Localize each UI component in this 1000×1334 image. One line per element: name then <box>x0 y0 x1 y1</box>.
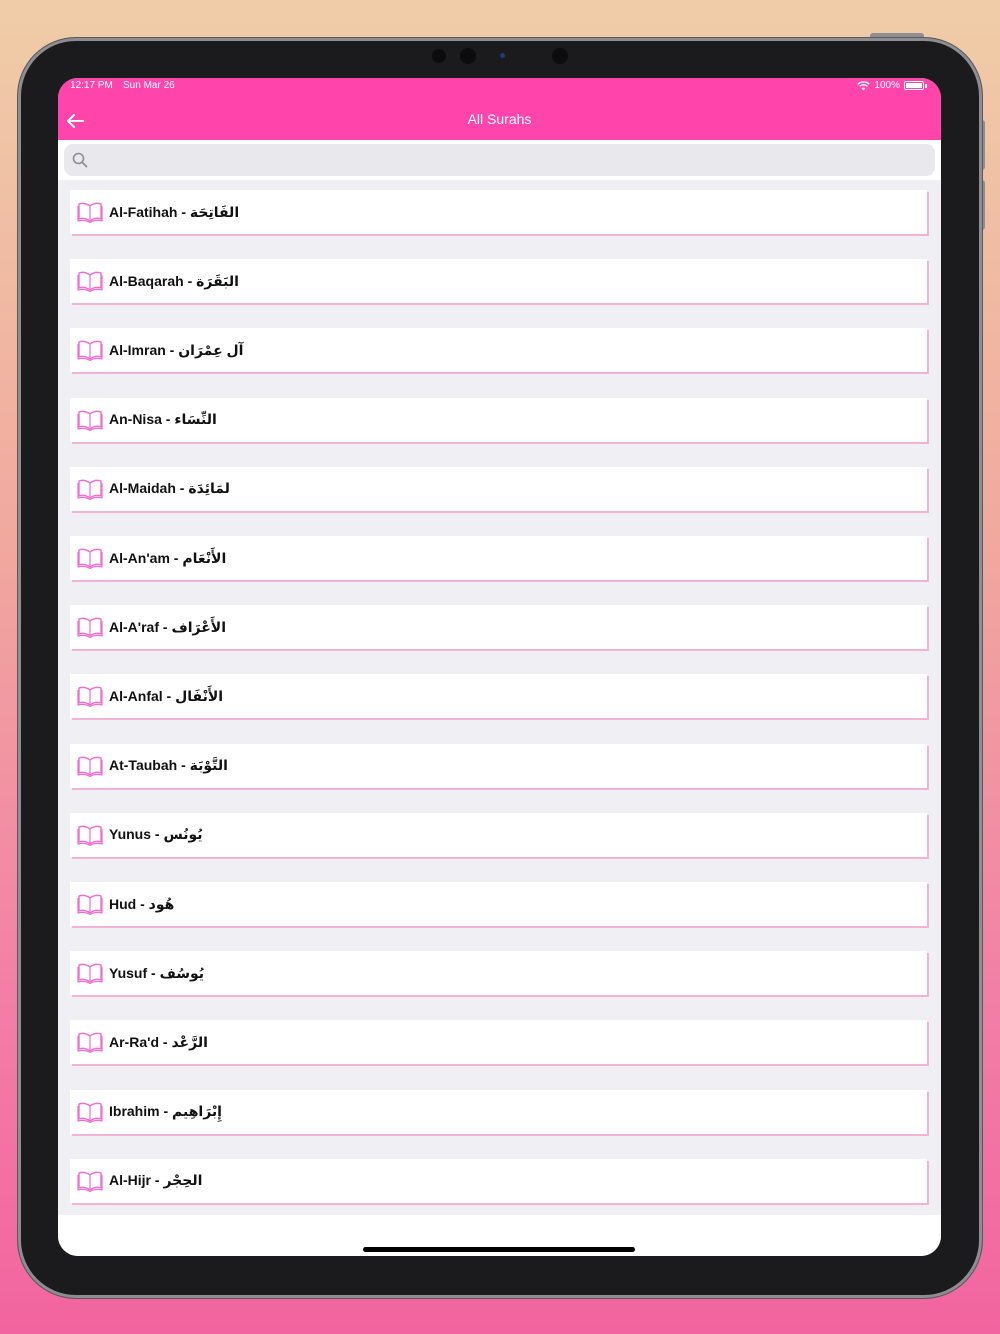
surah-label: Ar-Ra'd - الرَّعْد <box>109 1033 208 1050</box>
surah-label: Al-A'raf - الأَعْرَاف <box>109 618 227 635</box>
surah-row[interactable] <box>70 190 927 234</box>
open-book-icon <box>77 409 103 431</box>
search-bar-container <box>58 140 941 180</box>
status-right <box>857 80 927 91</box>
surah-label: Hud - هُود <box>109 895 175 912</box>
search-bar[interactable] <box>64 144 935 176</box>
camera-lens <box>460 48 476 64</box>
navigation-header <box>58 78 941 140</box>
open-book-icon <box>77 1170 103 1192</box>
search-icon <box>72 152 88 168</box>
surah-row[interactable] <box>70 259 927 303</box>
surah-label: An-Nisa - النِّسَاء <box>109 411 217 428</box>
camera-sensor <box>432 49 446 63</box>
surah-row[interactable] <box>70 1159 927 1203</box>
open-book-icon <box>77 270 103 292</box>
battery-percent: 100% <box>874 80 900 91</box>
surah-label: Al-Baqarah - البَقَرَة <box>109 272 239 289</box>
status-time: 12:17 PM <box>70 80 113 91</box>
open-book-icon <box>77 339 103 361</box>
camera-indicator <box>500 53 505 58</box>
surah-row[interactable] <box>70 813 927 857</box>
surah-label: Al-Maidah - لمَائِدَة <box>109 480 230 497</box>
battery-tip <box>925 84 927 88</box>
open-book-icon <box>77 547 103 569</box>
surah-label: Al-Imran - آل عِمْرَان <box>109 341 244 358</box>
battery-icon <box>904 81 924 90</box>
open-book-icon <box>77 824 103 846</box>
search-input[interactable] <box>94 144 928 178</box>
open-book-icon <box>77 962 103 984</box>
wifi-icon <box>857 81 870 91</box>
surah-row[interactable] <box>70 398 927 442</box>
open-book-icon <box>77 201 103 223</box>
surah-label: Yusuf - يُوسُف <box>109 964 205 981</box>
app-screen <box>58 78 941 1256</box>
surah-row[interactable] <box>70 536 927 580</box>
home-indicator[interactable] <box>363 1247 635 1252</box>
open-book-icon <box>77 685 103 707</box>
surah-label: At-Taubah - التَّوْبَة <box>109 757 228 774</box>
open-book-icon <box>77 616 103 638</box>
open-book-icon <box>77 893 103 915</box>
surah-label: Al-Anfal - الأَنْفَال <box>109 687 224 704</box>
surah-row[interactable] <box>70 1020 927 1064</box>
surah-row[interactable] <box>70 744 927 788</box>
status-date: Sun Mar 26 <box>123 80 175 91</box>
surah-label: Al-An'am - الأَنْعَام <box>109 549 227 566</box>
surah-list <box>58 180 941 1215</box>
surah-row[interactable] <box>70 1090 927 1134</box>
page-title: All Surahs <box>467 111 532 127</box>
surah-row[interactable] <box>70 882 927 926</box>
surah-label: Al-Fatihah - الفَاتِحَة <box>109 203 240 220</box>
surah-label: Ibrahim - إِبْرَاهِيم <box>109 1103 222 1120</box>
open-book-icon <box>77 1101 103 1123</box>
camera-flash <box>552 48 568 64</box>
surah-row[interactable] <box>70 467 927 511</box>
surah-row[interactable] <box>70 605 927 649</box>
open-book-icon <box>77 478 103 500</box>
open-book-icon <box>77 1031 103 1053</box>
open-book-icon <box>77 755 103 777</box>
surah-row[interactable] <box>70 951 927 995</box>
surah-label: Yunus - يُونُس <box>109 826 203 843</box>
surah-row[interactable] <box>70 328 927 372</box>
surah-row[interactable] <box>70 674 927 718</box>
surah-label: Al-Hijr - الحِجْر <box>109 1172 203 1189</box>
